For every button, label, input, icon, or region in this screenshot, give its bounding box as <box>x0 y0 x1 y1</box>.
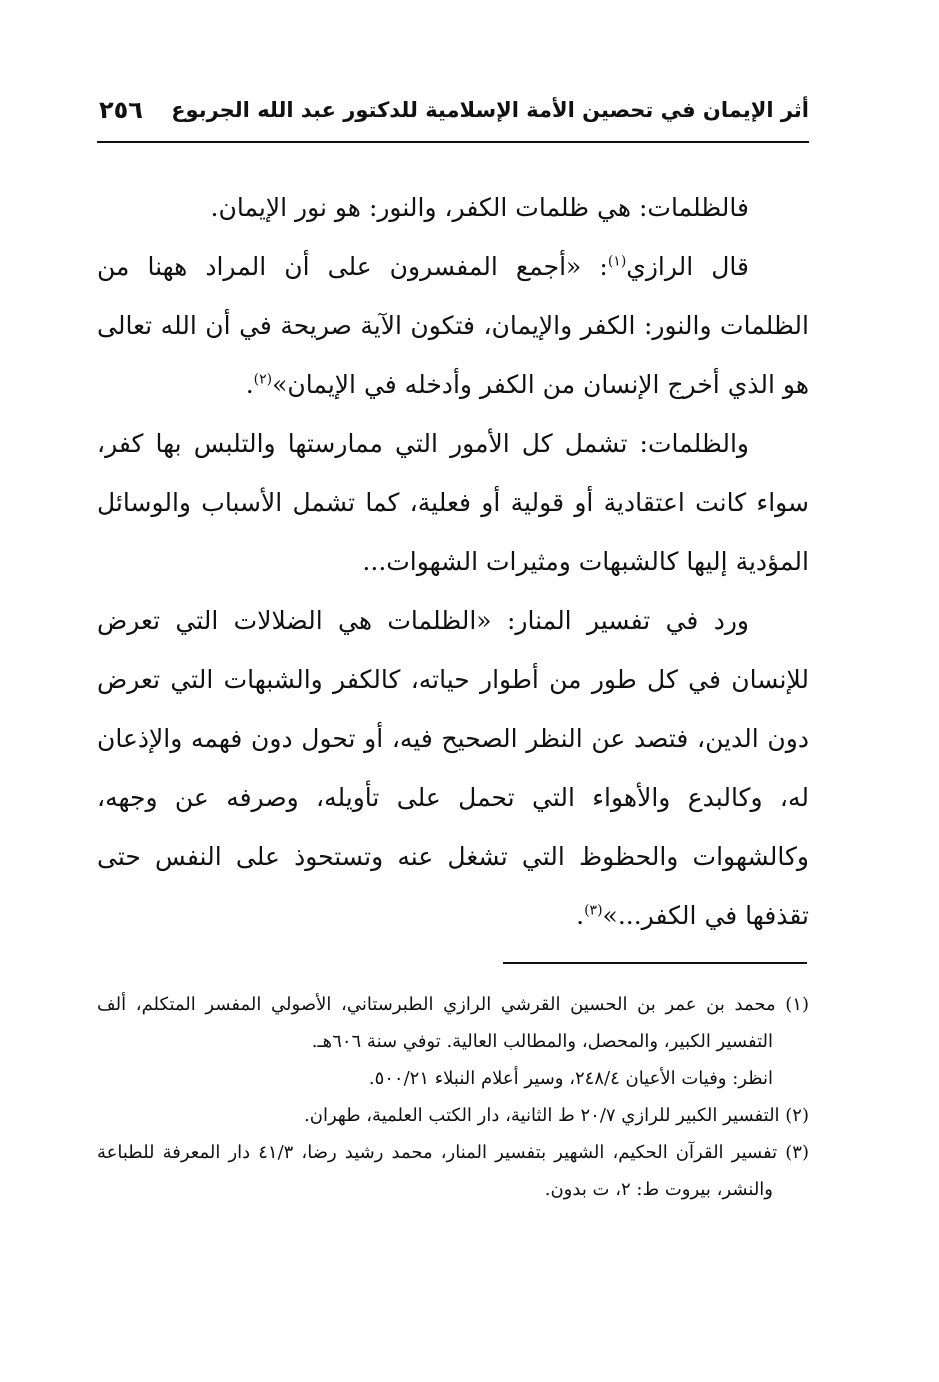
footnote-1-continuation: انظر: وفيات الأعيان ٢٤٨/٤، وسير أعلام النبلاء ٥٠٠/٢١. <box>368 1068 773 1089</box>
footnote-ref-3: (٣) <box>584 902 603 919</box>
footnotes <box>97 986 809 1208</box>
paragraph-2 <box>97 237 809 414</box>
header-title: أثر الإيمان في تحصين الأمة الإسلامية للدكتور عبد الله الجربوع <box>171 98 809 122</box>
footnote-2: (٢) التفسير الكبير للرازي ٢٠/٧ ط الثانية، دار الكتب العلمية، طهران. <box>304 1105 809 1126</box>
paragraph-4-text: ورد في تفسير المنار: «الظلمات هي الضلالات التي تعرض للإنسان في كل طور من أطوار حياته، كالكفر والشبهات التي تعرض دون الدين، فتصد عن النظر الصحيح فيه، أو تحول دون فهمه والإذعان له، وكالبدع والأهواء التي تحمل على تأويله، وصرفه عن وجهه، وكالشهوات والحظوظ التي تشغل عنه وتستحوذ على النفس حتى تقذفها في الكفر...» <box>97 606 809 930</box>
paragraph-2-end: . <box>245 370 254 399</box>
paragraph-2-lead: قال الرازي <box>626 252 749 281</box>
footnote-ref-2: (٢) <box>253 371 273 388</box>
paragraph-3-text: والظلمات: تشمل كل الأمور التي ممارستها والتلبس بها كفر، سواء كانت اعتقادية أو قولية أو فعلية، كما تشمل الأسباب والوسائل المؤدية إليها كالشبهات ومثيرات الشهوات... <box>97 429 809 576</box>
paragraph-4-end: . <box>576 901 585 930</box>
footnote-3: (٣) تفسير القرآن الحكيم، الشهير بتفسير المنار، محمد رشيد رضا، ٤١/٣ دار المعرفة للطباعة والنشر، بيروت ط: ٢، ت بدون. <box>97 1142 809 1200</box>
paragraph-3 <box>97 414 809 591</box>
paragraph-1 <box>97 178 809 237</box>
footnote-separator <box>503 962 807 964</box>
paragraph-1-text: فالظلمات: هي ظلمات الكفر، والنور: هو نور الإيمان. <box>210 193 749 222</box>
footnote-1: (١) محمد بن عمر بن الحسين القرشي الرازي الطبرستاني، الأصولي المفسر المتكلم، ألف التفسير الكبير، والمحصل، والمطالب العالية. توفي سنة ٦٠٦هـ. <box>97 994 809 1052</box>
main-text <box>97 178 809 945</box>
paragraph-2-text: : «أجمع المفسرون على أن المراد ههنا من الظلمات والنور: الكفر والإيمان، فتكون الآية صريحة في أن الله تعالى هو الذي أخرج الإنسان من الكفر وأدخله في الإيمان» <box>97 252 810 399</box>
page-number: ٢٥٦ <box>99 96 143 124</box>
running-header <box>97 94 809 138</box>
header-rule <box>97 141 809 143</box>
footnote-ref-1: (١) <box>607 253 627 270</box>
paragraph-4 <box>97 591 809 945</box>
